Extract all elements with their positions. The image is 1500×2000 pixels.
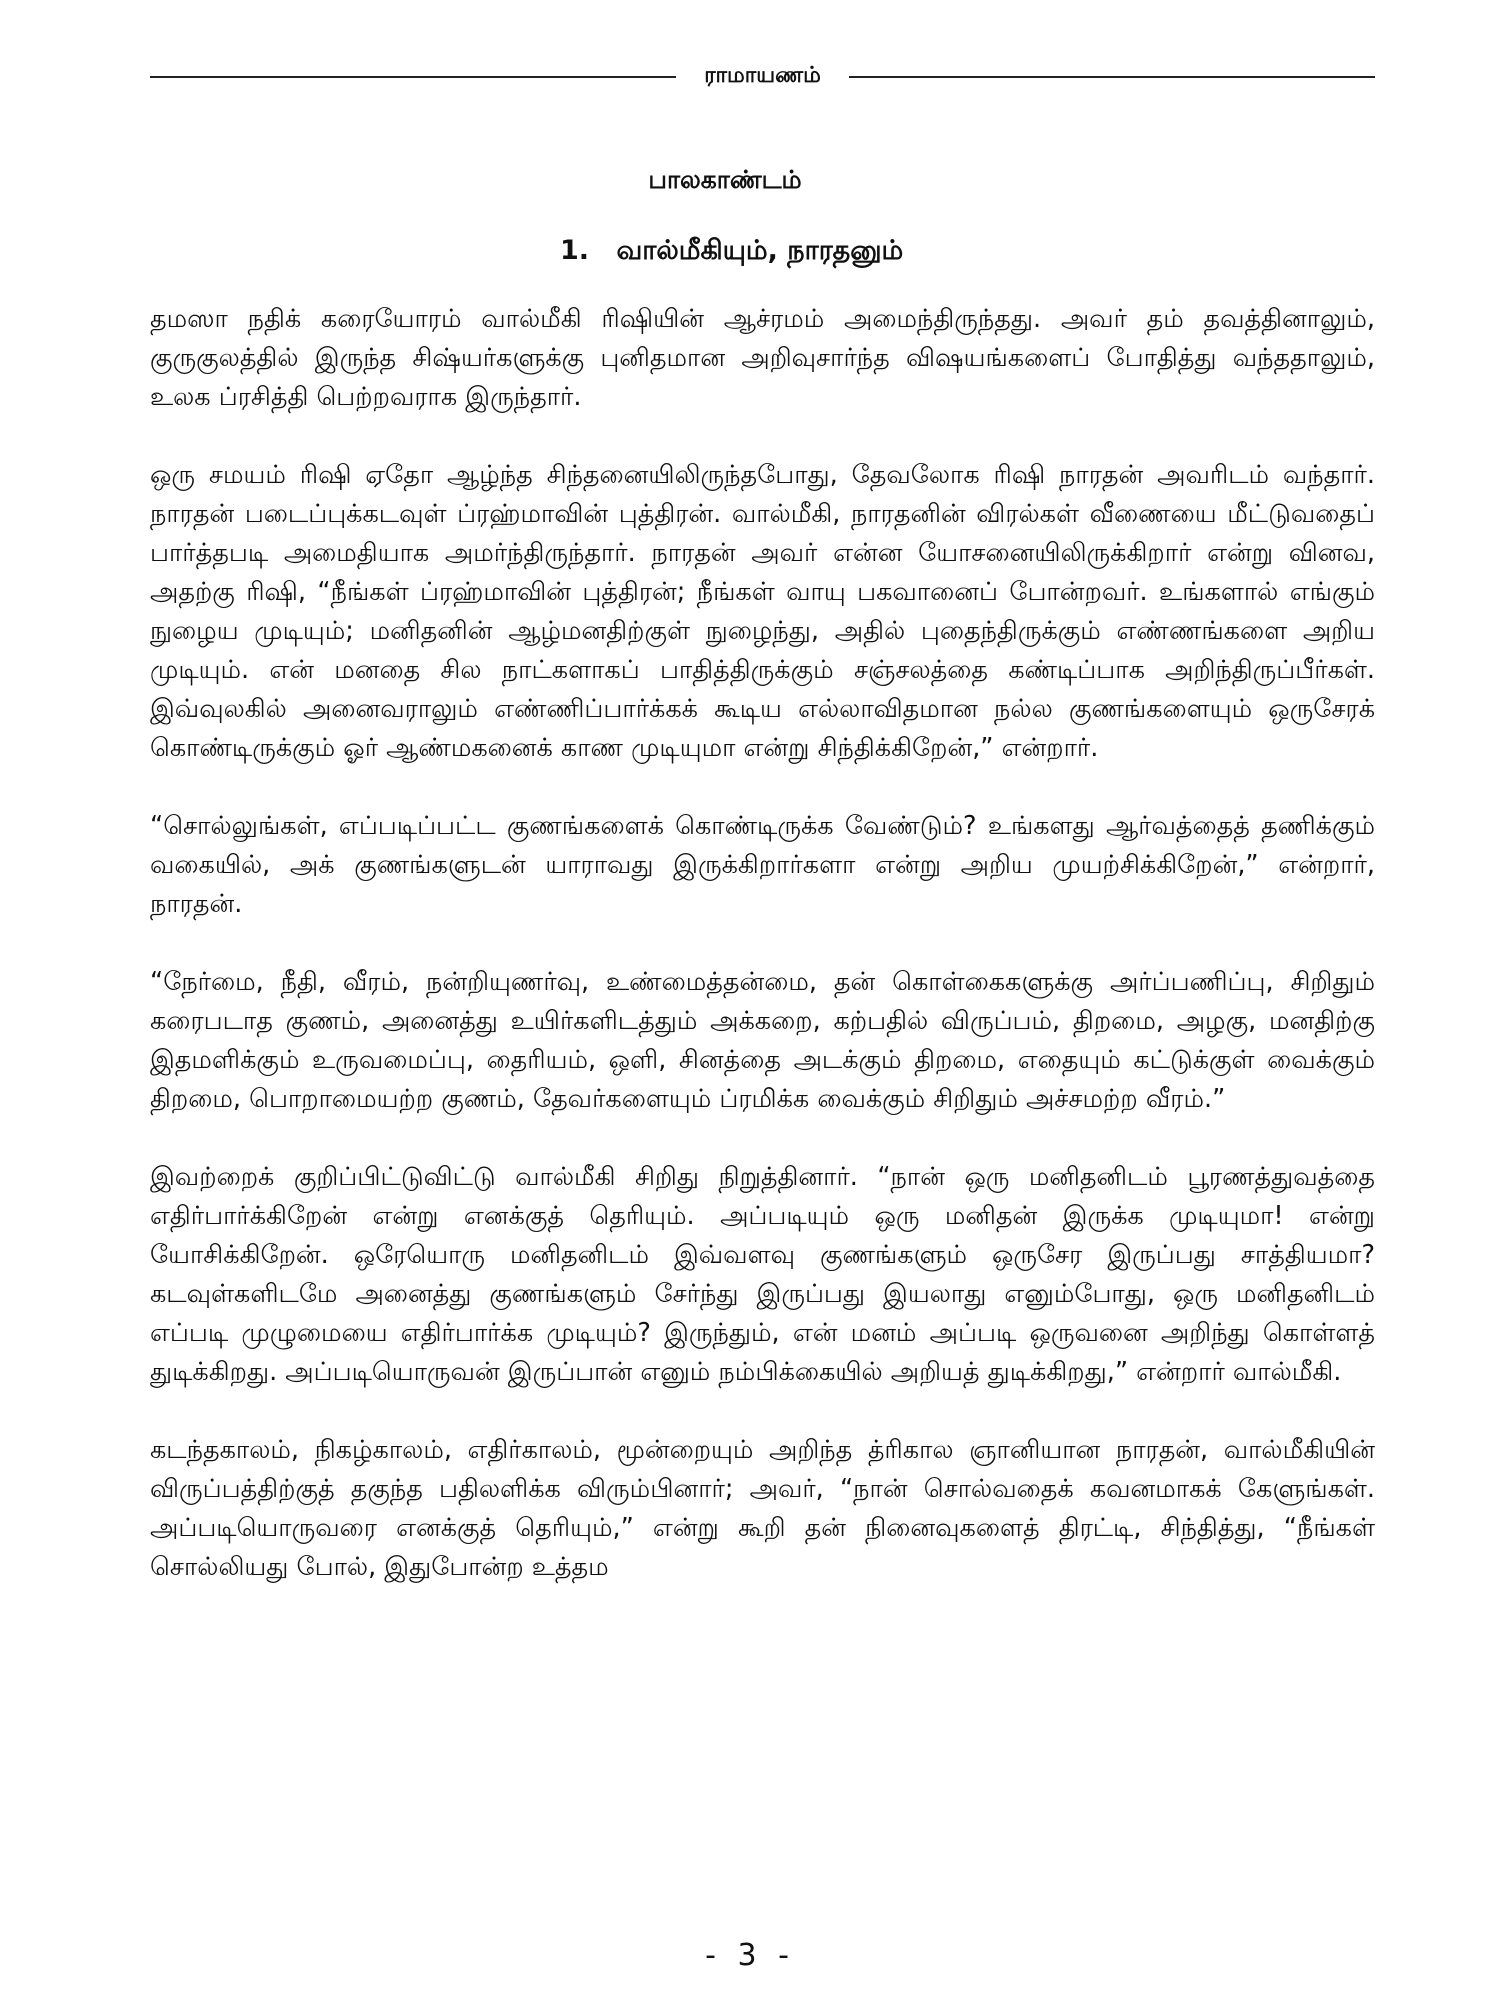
paragraph: இவற்றைக் குறிப்பிட்டுவிட்டு வால்மீகி சிறிது நிறுத்தினார். “நான் ஒரு மனிதனிடம் பூரணத்துவத்தை எதிர்பார்க்கிறேன் என்று எனக்குத் தெரியும். அப்படியும் ஒரு மனிதன் இருக்க முடியுமா! என்று யோசிக்கிறேன். ஒரேயொரு மனிதனிடம் இவ்வளவு குணங்களும் ஒருசேர இருப்பது சாத்தியமா? கடவுள்களிடமே அனைத்து குணங்களும் சேர்ந்து இருப்பது இயலாது எனும்போது, ஒரு மனிதனிடம் எப்படி முழுமையை எதிர்பார்க்க முடியும்? இருந்தும், என் மனம் அப்படி ஒருவனை அறிந்து கொள்ளத் துடிக்கிறது. அப்படியொருவன் இருப்பான் எனும் நம்பிக்கையில் அறியத் துடிக்கிறது,” என்றார் வால்மீகி. bbox=[150, 1162, 1375, 1387]
paragraph: ஒரு சமயம் ரிஷி ஏதோ ஆழ்ந்த சிந்தனையிலிருந்தபோது, தேவலோக ரிஷி நாரதன் அவரிடம் வந்தார். நாரதன் படைப்புக்கடவுள் ப்ரஹ்மாவின் புத்திரன். வால்மீகி, நாரதனின் விரல்கள் வீணையை மீட்டுவதைப் பார்த்தபடி அமைதியாக அமர்ந்திருந்தார். நாரதன் அவர் என்ன யோசனையிலிருக்கிறார் என்று வினவ, அதற்கு ரிஷி, “நீங்கள் ப்ரஹ்மாவின் புத்திரன்; நீங்கள் வாயு பகவானைப் போன்றவர். உங்களால் எங்கும் நுழைய முடியும்; மனிதனின் ஆழ்மனதிற்குள் நுழைந்து, அதில் புதைந்திருக்கும் எண்ணங்களை அறிய முடியும். என் மனதை சில நாட்களாகப் பாதித்திருக்கும் சஞ்சலத்தை கண்டிப்பாக அறிந்திருப்பீர்கள். இவ்வுலகில் அனைவராலும் எண்ணிப்பார்க்கக் கூடிய எல்லாவிதமான நல்ல குணங்களையும் ஒருசேரக் கொண்டிருக்கும் ஓர் ஆண்மகனைக் காண முடியுமா என்று சிந்திக்கிறேன்,” என்றார். bbox=[150, 460, 1375, 763]
chapter-heading bbox=[560, 235, 903, 270]
page-number: - 3 - bbox=[705, 1938, 795, 1973]
section-title: பாலகாண்டம் bbox=[648, 165, 802, 194]
paragraph: “நேர்மை, நீதி, வீரம், நன்றியுணர்வு, உண்மைத்தன்மை, தன் கொள்கைகளுக்கு அர்ப்பணிப்பு, சிறிதும் கரைபடாத குணம், அனைத்து உயிர்களிடத்தும் அக்கறை, கற்பதில் விருப்பம், திறமை, அழகு, மனதிற்கு இதமளிக்கும் உருவமைப்பு, தைரியம், ஒளி, சினத்தை அடக்கும் திறமை, எதையும் கட்டுக்குள் வைக்கும் திறமை, பொறாமையற்ற குணம், தேவர்களையும் ப்ரமிக்க வைக்கும் சிறிதும் அச்சமற்ற வீரம்.” bbox=[150, 967, 1375, 1114]
header-rule-left bbox=[150, 76, 676, 78]
paragraph: கடந்தகாலம், நிகழ்காலம், எதிர்காலம், மூன்றையும் அறிந்த த்ரிகால ஞானியான நாரதன், வால்மீகியின் விருப்பத்திற்குத் தகுந்த பதிலளிக்க விரும்பினார்; அவர், “நான் சொல்வதைக் கவனமாகக் கேளுங்கள். அப்படியொருவரை எனக்குத் தெரியும்,” என்று கூறி தன் நினைவுகளைத் திரட்டி, சிந்தித்து, “நீங்கள் சொல்லியது போல், இதுபோன்ற உத்தம bbox=[150, 1435, 1375, 1582]
chapter-number: 1. bbox=[560, 235, 590, 266]
header-rule-right bbox=[849, 76, 1375, 78]
paragraph: தமஸா நதிக் கரையோரம் வால்மீகி ரிஷியின் ஆச்ரமம் அமைந்திருந்தது. அவர் தம் தவத்தினாலும், குருகுலத்தில் இருந்த சிஷ்யர்களுக்கு புனிதமான அறிவுசார்ந்த விஷயங்களைப் போதித்து வந்ததாலும், உலக ப்ரசித்தி பெற்றவராக இருந்தார். bbox=[150, 304, 1375, 412]
chapter-title: வால்மீகியும், நாரதனும் bbox=[616, 235, 904, 266]
body-text bbox=[150, 300, 1375, 1626]
running-title: ராமாயணம் bbox=[704, 63, 821, 88]
running-header bbox=[150, 62, 1375, 92]
paragraph: “சொல்லுங்கள், எப்படிப்பட்ட குணங்களைக் கொண்டிருக்க வேண்டும்? உங்களது ஆர்வத்தைத் தணிக்கும் வகையில், அக் குணங்களுடன் யாராவது இருக்கிறார்களா என்று அறிய முயற்சிக்கிறேன்,” என்றார், நாரதன். bbox=[150, 811, 1375, 919]
